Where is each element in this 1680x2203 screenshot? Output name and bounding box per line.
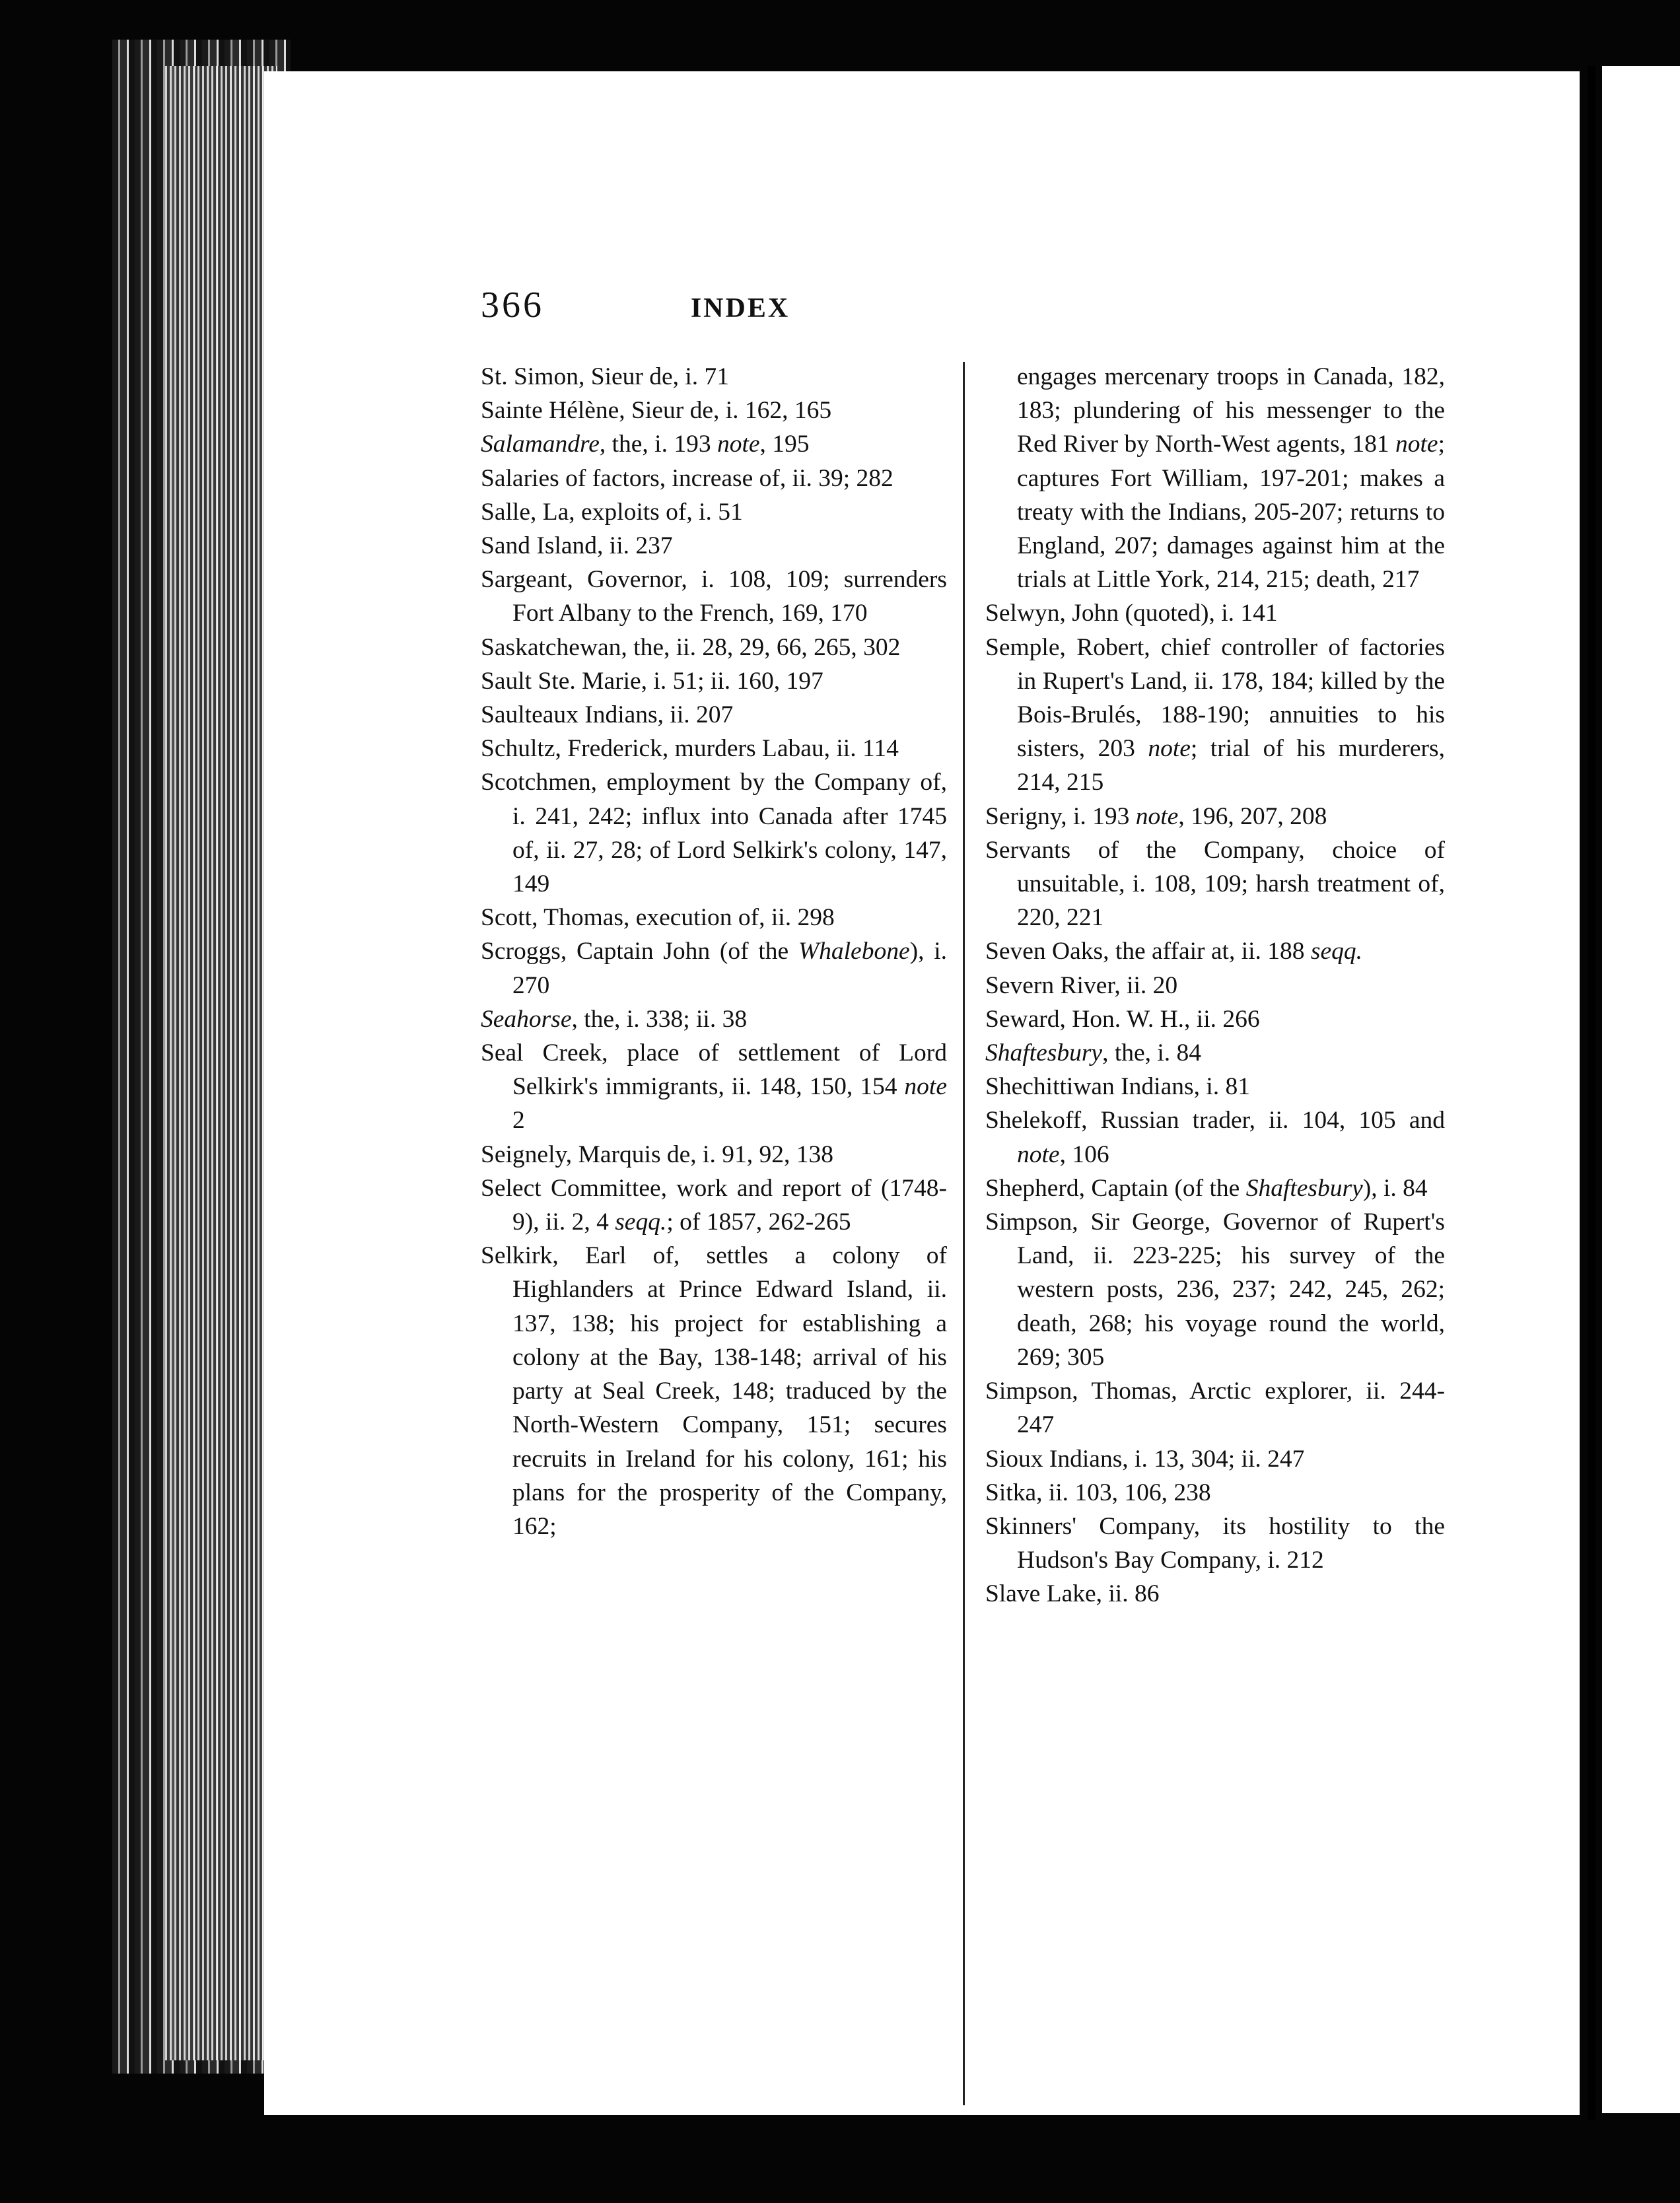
index-entry: Simpson, Thomas, Arctic explorer, ii. 244-247 (985, 1378, 1445, 1439)
index-entry: Seahorse, the, i. 338; ii. 38 (481, 1005, 748, 1033)
index-entry: Slave Lake, ii. 86 (985, 1580, 1160, 1608)
index-entry: Shepherd, Captain (of the Shaftesbury), i. 84 (985, 1174, 1428, 1202)
index-entry: Sainte Hélène, Sieur de, i. 162, 165 (481, 397, 832, 425)
index-entry: Seven Oaks, the affair at, ii. 188 seqq. (985, 938, 1363, 965)
index-entry: Skinners' Company, its hostility to the Hudson's Bay Company, i. 212 (985, 1512, 1445, 1574)
index-column-left (481, 360, 947, 1543)
index-entry: Shelekoff, Russian trader, ii. 104, 105 and note, 106 (985, 1107, 1445, 1168)
index-entry: Serigny, i. 193 note, 196, 207, 208 (985, 802, 1327, 830)
index-entry: Sargeant, Governor, i. 108, 109; surrenders Fort Albany to the French, 169, 170 (481, 566, 947, 627)
index-entry: Shaftesbury, the, i. 84 (985, 1039, 1202, 1067)
column-rule (963, 362, 965, 2105)
index-entry: Schultz, Frederick, murders Labau, ii. 114 (481, 735, 899, 763)
index-entry: Severn River, ii. 20 (985, 971, 1178, 999)
index-entry: Sault Ste. Marie, i. 51; ii. 160, 197 (481, 667, 823, 695)
index-entry: Saulteaux Indians, ii. 207 (481, 701, 734, 729)
index-entry: Saskatchewan, the, ii. 28, 29, 66, 265, 302 (481, 633, 901, 661)
index-entry: St. Simon, Sieur de, i. 71 (481, 363, 730, 390)
index-entry: Seignely, Marquis de, i. 91, 92, 138 (481, 1140, 833, 1168)
index-entry: Sioux Indians, i. 13, 304; ii. 247 (985, 1445, 1305, 1473)
index-entry: Selkirk, Earl of, settles a colony of Highlanders at Prince Edward Island, ii. 137, 138; his project for establishing a colony at the Bay, 138-148; arrival of his party at Seal Creek, 148; traduced by the North-Western Company, 151; secures recruits in Ireland for his colony, 161; his plans for the prosperity of the Company, 162; (481, 1242, 947, 1540)
index-entry: Salamandre, the, i. 193 note, 195 (481, 431, 810, 458)
index-entry: Salle, La, exploits of, i. 51 (481, 498, 743, 526)
index-entry: Servants of the Company, choice of unsuitable, i. 108, 109; harsh treatment of, 220, 221 (985, 836, 1445, 932)
index-entry: Simpson, Sir George, Governor of Rupert's Land, ii. 223-225; his survey of the western posts, 236, 237; 242, 245, 262; death, 268; his voyage round the world, 269; 305 (985, 1208, 1445, 1371)
index-entry: Salaries of factors, increase of, ii. 39; 282 (481, 464, 893, 492)
page-number: 366 (481, 285, 544, 326)
facing-page-edge (1602, 66, 1680, 2113)
index-entry: engages mercenary troops in Canada, 182, 183; plundering of his messenger to the Red River by North-West agents, 181 note; captures Fort William, 197-201; makes a treaty with the Indians, 205-207; returns to England, 207; damages against him at the trials at Little York, 214, 215; death, 217 (1017, 363, 1445, 594)
index-entry: Scroggs, Captain John (of the Whalebone), i. 270 (481, 938, 947, 999)
index-entry: Shechittiwan Indians, i. 81 (985, 1073, 1250, 1101)
running-head (481, 284, 1029, 330)
index-entry: Sand Island, ii. 237 (481, 532, 673, 560)
index-column-right (985, 360, 1445, 1611)
gutter-shadow (1588, 66, 1595, 2120)
index-entry: Seward, Hon. W. H., ii. 266 (985, 1005, 1260, 1033)
index-entry: Select Committee, work and report of (1748-9), ii. 2, 4 seqq.; of 1857, 262-265 (481, 1174, 947, 1236)
index-entry: Scotchmen, employment by the Company of, i. 241, 242; influx into Canada after 1745 of, ii. 27, 28; of Lord Selkirk's colony, 147, 149 (481, 769, 947, 898)
page-edges (165, 66, 277, 2060)
page-title: INDEX (690, 293, 790, 324)
index-entry: Selwyn, John (quoted), i. 141 (985, 600, 1278, 627)
index-entry: Seal Creek, place of settlement of Lord Selkirk's immigrants, ii. 148, 150, 154 note 2 (481, 1039, 947, 1135)
index-entry: Sitka, ii. 103, 106, 238 (985, 1479, 1211, 1506)
index-entry: Scott, Thomas, execution of, ii. 298 (481, 904, 835, 932)
index-entry: Semple, Robert, chief controller of factories in Rupert's Land, ii. 178, 184; killed by the Bois-Brulés, 188-190; annuities to his sisters, 203 note; trial of his murderers, 214, 215 (985, 633, 1445, 796)
